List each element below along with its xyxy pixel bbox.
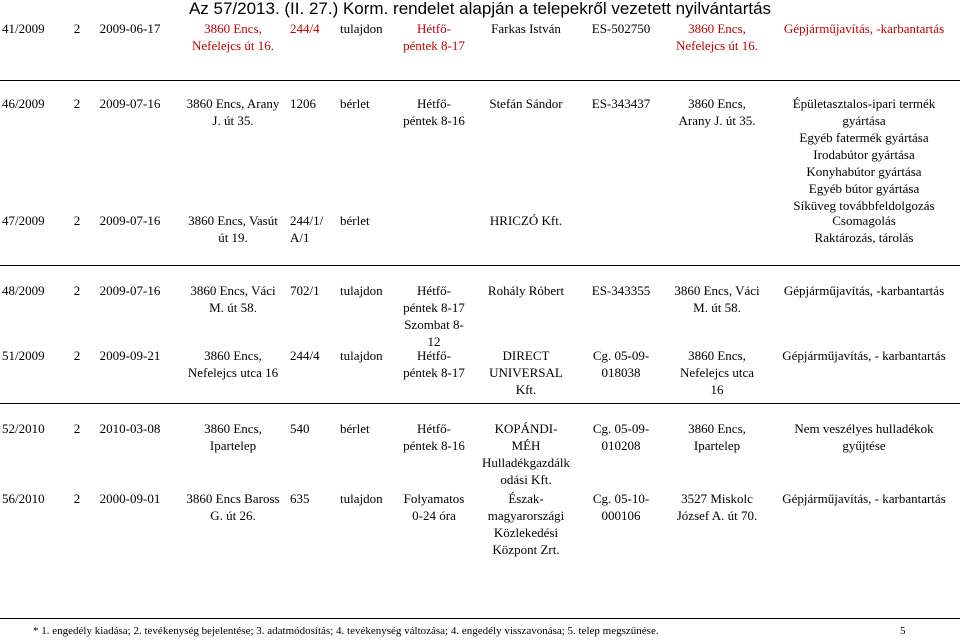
- activities-text: Síküveg továbbfeldolgozás: [793, 198, 935, 213]
- operator-address-text: 3860 Encs,: [688, 21, 746, 36]
- operator-name-text: MÉH: [511, 438, 541, 453]
- registration-number-text: 56/2010: [2, 491, 45, 506]
- registration-id-text: ES-343437: [591, 96, 651, 111]
- registration-id-text: Cg. 05-09-: [592, 421, 650, 436]
- lot-number-text: 244/4: [290, 21, 320, 36]
- event-code-text: 2: [73, 96, 81, 111]
- registration-number-text: 41/2009: [2, 21, 45, 36]
- activities-text: Raktározás, tárolás: [814, 230, 914, 245]
- activities-text: gyűjtése: [842, 438, 886, 453]
- event-code-text: 2: [73, 283, 81, 298]
- registration-number-text: 46/2009: [2, 96, 45, 111]
- operator-name-text: Kft.: [515, 382, 537, 397]
- site-address-text: M. út 58.: [209, 300, 257, 315]
- registration-id-text: ES-502750: [591, 21, 651, 36]
- event-code-text: 2: [73, 21, 81, 36]
- operator-name-text: HRICZÓ Kft.: [489, 213, 563, 228]
- opening-hours-text: Folyamatos: [403, 491, 465, 506]
- registration-id-text: 000106: [601, 508, 641, 523]
- activities-text: Nem veszélyes hulladékok: [794, 421, 934, 436]
- activities-text: Konyhabútor gyártása: [806, 164, 922, 179]
- page-number: 5: [900, 625, 906, 637]
- site-address-text: 3860 Encs Baross: [186, 491, 280, 506]
- operator-address-text: 3860 Encs, Váci: [674, 283, 760, 298]
- event-code-text: 2: [73, 421, 81, 436]
- operator-address-text: 3860 Encs,: [688, 96, 746, 111]
- lot-number-text: 244/1/: [290, 213, 324, 228]
- site-address-text: 3860 Encs, Vasút: [188, 213, 278, 228]
- operator-name-text: Központ Zrt.: [492, 542, 560, 557]
- opening-hours-text: Szombat 8-: [404, 317, 464, 332]
- site-address-text: Nefelejcs utca 16: [187, 365, 279, 380]
- lot-number-text: A/1: [290, 230, 310, 245]
- opening-hours-text: Hétfő-: [417, 421, 451, 436]
- legal-status-text: tulajdon: [340, 21, 383, 36]
- event-code-text: 2: [73, 213, 81, 228]
- activities-text: Gépjárműjavítás, -karbantartás: [783, 283, 945, 298]
- operator-address-text: 16: [710, 382, 724, 397]
- activities-text: Egyéb bútor gyártása: [808, 181, 920, 196]
- date-text: 2009-07-16: [99, 283, 161, 298]
- registration-id-text: Cg. 05-09-: [592, 348, 650, 363]
- operator-address-text: József A. út 70.: [676, 508, 758, 523]
- site-address-text: 3860 Encs,: [204, 421, 262, 436]
- registration-number-text: 51/2009: [2, 348, 45, 363]
- opening-hours-text: péntek 8-16: [403, 438, 465, 453]
- lot-number-text: 702/1: [290, 283, 320, 298]
- operator-name-text: Hulladékgazdálk: [481, 455, 571, 470]
- site-address-text: Nefelejcs út 16.: [192, 38, 274, 53]
- operator-address-text: 3860 Encs,: [688, 421, 746, 436]
- opening-hours-text: Hétfő-: [417, 348, 451, 363]
- opening-hours-text: péntek 8-17: [403, 300, 465, 315]
- row-divider: [0, 618, 960, 619]
- opening-hours-text: péntek 8-17: [403, 365, 465, 380]
- registration-id-text: ES-343355: [591, 283, 651, 298]
- row-divider: [0, 80, 960, 81]
- operator-name-text: UNIVERSAL: [489, 365, 563, 380]
- site-address-text: 3860 Encs,: [204, 21, 262, 36]
- opening-hours-text: Hétfő-: [417, 21, 451, 36]
- operator-address-text: 3860 Encs,: [688, 348, 746, 363]
- opening-hours-text: péntek 8-16: [403, 113, 465, 128]
- site-address-text: J. út 35.: [212, 113, 254, 128]
- legal-status-text: tulajdon: [340, 283, 383, 298]
- operator-address-text: M. út 58.: [693, 300, 741, 315]
- date-text: 2009-06-17: [99, 21, 161, 36]
- footer-note: * 1. engedély kiadása; 2. tevékenység bejelentése; 3. adatmódosítás; 4. tevékenység változása; 4. engedély visszavonása; 5. telep megszűnése.: [33, 625, 659, 637]
- legal-status-text: tulajdon: [340, 491, 383, 506]
- activities-text: Gépjárműjavítás, - karbantartás: [782, 348, 946, 363]
- activities-text: Irodabútor gyártása: [813, 147, 915, 162]
- site-address-text: G. út 26.: [210, 508, 256, 523]
- activities-text: gyártása: [842, 113, 886, 128]
- date-text: 2000-09-01: [99, 491, 161, 506]
- operator-address-text: Ipartelep: [693, 438, 741, 453]
- page-header: Az 57/2013. (II. 27.) Korm. rendelet alapján a telepekről vezetett nyilvántartás: [188, 0, 772, 18]
- lot-number-text: 540: [290, 421, 310, 436]
- date-text: 2009-09-21: [99, 348, 161, 363]
- opening-hours-text: 0-24 óra: [412, 508, 456, 523]
- legal-status-text: bérlet: [340, 421, 370, 436]
- operator-name-text: Farkas István: [491, 21, 561, 36]
- operator-name-text: odási Kft.: [500, 472, 552, 487]
- operator-name-text: Észak-: [508, 491, 544, 506]
- operator-name-text: Közlekedési: [493, 525, 559, 540]
- date-text: 2010-03-08: [99, 421, 161, 436]
- registration-number-text: 52/2010: [2, 421, 45, 436]
- event-code-text: 2: [73, 491, 81, 506]
- opening-hours-text: Hétfő-: [417, 283, 451, 298]
- site-address-text: 3860 Encs, Arany: [186, 96, 280, 111]
- operator-address-text: Arany J. út 35.: [678, 113, 756, 128]
- operator-address-text: Nefelejcs út 16.: [676, 38, 758, 53]
- operator-name-text: Stefán Sándor: [489, 96, 563, 111]
- activities-text: Egyéb fatermék gyártása: [799, 130, 929, 145]
- operator-name-text: DIRECT: [502, 348, 550, 363]
- site-address-text: Ipartelep: [209, 438, 257, 453]
- lot-number-text: 635: [290, 491, 310, 506]
- activities-text: Épületasztalos-ipari termék: [792, 96, 936, 111]
- date-text: 2009-07-16: [99, 213, 161, 228]
- registration-id-text: Cg. 05-10-: [592, 491, 650, 506]
- legal-status-text: bérlet: [340, 96, 370, 111]
- opening-hours-text: 12: [427, 334, 441, 349]
- lot-number-text: 1206: [290, 96, 316, 111]
- activities-text: Gépjárműjavítás, - karbantartás: [782, 491, 946, 506]
- legal-status-text: bérlet: [340, 213, 370, 228]
- registration-id-text: 010208: [601, 438, 641, 453]
- operator-address-text: 3527 Miskolc: [681, 491, 753, 506]
- operator-address-text: Nefelejcs utca: [680, 365, 754, 380]
- operator-name-text: Rohály Róbert: [487, 283, 565, 298]
- row-divider: [0, 265, 960, 266]
- operator-name-text: magyarországi: [487, 508, 565, 523]
- registration-number-text: 48/2009: [2, 283, 45, 298]
- registration-number-text: 47/2009: [2, 213, 45, 228]
- site-address-text: 3860 Encs,: [204, 348, 262, 363]
- activities-text: Gépjárműjavítás, -karbantartás: [783, 21, 945, 36]
- opening-hours-text: Hétfő-: [417, 96, 451, 111]
- site-address-text: út 19.: [218, 230, 248, 245]
- date-text: 2009-07-16: [99, 96, 161, 111]
- legal-status-text: tulajdon: [340, 348, 383, 363]
- registration-id-text: 018038: [601, 365, 641, 380]
- lot-number-text: 244/4: [290, 348, 320, 363]
- row-divider: [0, 403, 960, 404]
- site-address-text: 3860 Encs, Váci: [190, 283, 276, 298]
- opening-hours-text: péntek 8-17: [403, 38, 465, 53]
- event-code-text: 2: [73, 348, 81, 363]
- operator-name-text: KOPÁNDI-: [494, 421, 558, 436]
- activities-text: Csomagolás: [832, 213, 896, 228]
